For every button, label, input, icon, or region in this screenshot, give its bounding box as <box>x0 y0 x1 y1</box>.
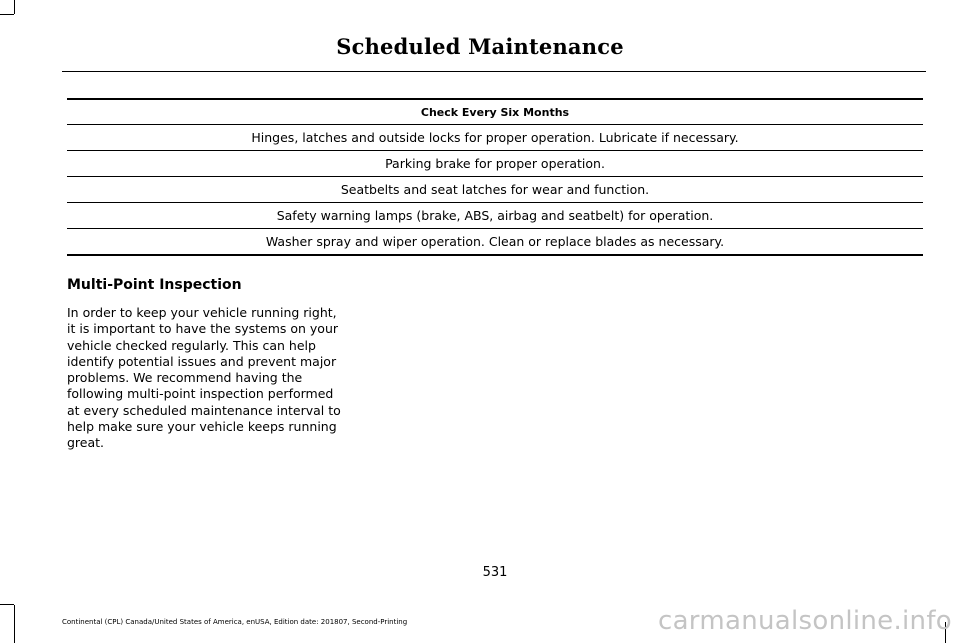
page-number: 531 <box>482 565 508 580</box>
table-row <box>67 125 923 151</box>
section-heading: Multi-Point Inspection <box>67 277 242 293</box>
table-row <box>67 203 923 229</box>
page-title: Scheduled Maintenance <box>336 34 624 59</box>
table-row <box>67 229 923 256</box>
table-cell: Washer spray and wiper operation. Clean or replace blades as necessary. <box>67 229 923 256</box>
table-cell: Seatbelts and seat latches for wear and function. <box>67 177 923 203</box>
crop-mark-bottom-left-vertical <box>14 605 15 643</box>
table-cell: Hinges, latches and outside locks for proper operation. Lubricate if necessary. <box>67 125 923 151</box>
table-cell: Safety warning lamps (brake, ABS, airbag and seatbelt) for operation. <box>67 203 923 229</box>
table-cell: Parking brake for proper operation. <box>67 151 923 177</box>
table-header-row <box>67 99 923 125</box>
edition-footer: Continental (CPL) Canada/United States of America, enUSA, Edition date: 201807, Second-Printing <box>62 618 408 626</box>
crop-mark-top-left-vertical <box>14 0 15 14</box>
section-body-text: In order to keep your vehicle running right, it is important to have the systems on your vehicle checked regularly. This can help identify potential issues and prevent major problems. We recommend having the following multi-point inspection performed at every scheduled maintenance interval to help make sure your vehicle keeps running great. <box>67 305 341 451</box>
crop-mark-top-left-horizontal <box>0 14 14 15</box>
table-row <box>67 177 923 203</box>
title-divider <box>62 71 926 72</box>
table-header: Check Every Six Months <box>67 99 923 125</box>
watermark: carmanualsonline.info <box>657 606 952 636</box>
table-row <box>67 151 923 177</box>
crop-mark-bottom-left-horizontal <box>0 604 14 605</box>
check-every-six-months-table <box>67 98 923 256</box>
